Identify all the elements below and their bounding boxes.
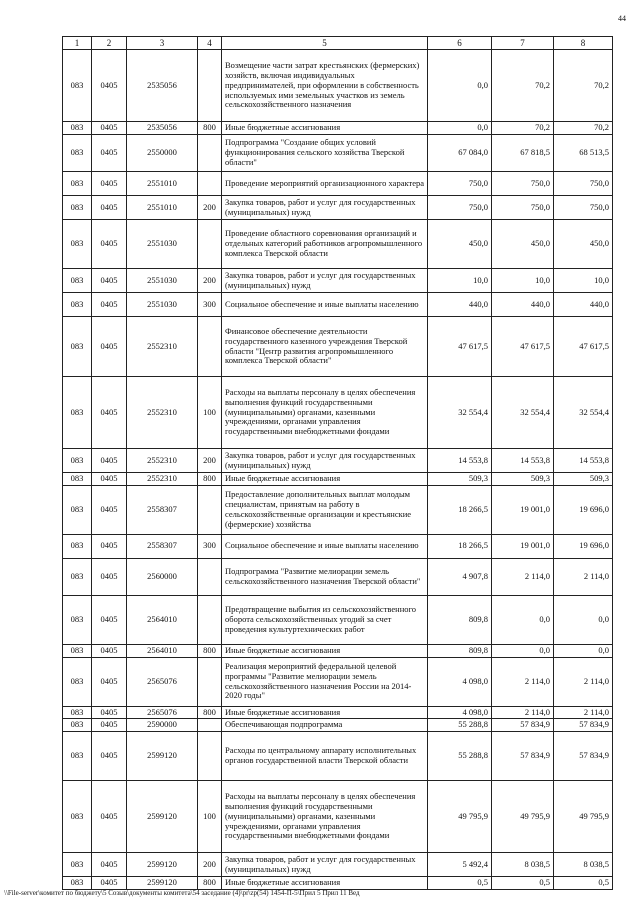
amount-year2-cell: 32 554,4 <box>492 377 554 449</box>
description-cell: Подпрограмма "Создание общих условий функционирования сельского хозяйства Тверской области" <box>222 135 428 172</box>
ministry-code-cell: 083 <box>63 595 92 644</box>
amount-year1-cell: 18 266,5 <box>428 485 492 534</box>
section-code-cell: 0405 <box>92 293 127 317</box>
target-article-cell: 2558307 <box>127 485 198 534</box>
target-article-cell: 2550000 <box>127 135 198 172</box>
table-header-row <box>63 37 613 50</box>
target-article-cell: 2551010 <box>127 172 198 196</box>
description-cell: Закупка товаров, работ и услуг для государственных (муниципальных) нужд <box>222 269 428 293</box>
table-row <box>63 317 613 377</box>
table-row <box>63 269 613 293</box>
description-cell: Иные бюджетные ассигнования <box>222 706 428 719</box>
amount-year2-cell: 14 553,8 <box>492 449 554 473</box>
target-article-cell: 2552310 <box>127 473 198 486</box>
amount-year3-cell: 750,0 <box>554 172 613 196</box>
table-row <box>63 172 613 196</box>
ministry-code-cell: 083 <box>63 449 92 473</box>
section-code-cell: 0405 <box>92 135 127 172</box>
amount-year3-cell: 47 617,5 <box>554 317 613 377</box>
section-code-cell: 0405 <box>92 657 127 706</box>
amount-year1-cell: 750,0 <box>428 196 492 220</box>
expense-type-cell <box>198 317 222 377</box>
target-article-cell: 2551030 <box>127 293 198 317</box>
target-article-cell: 2552310 <box>127 377 198 449</box>
section-code-cell: 0405 <box>92 172 127 196</box>
amount-year3-cell: 0,0 <box>554 644 613 657</box>
target-article-cell: 2564010 <box>127 644 198 657</box>
description-cell: Реализация мероприятий федеральной целевой программы "Развитие мелиорации земель сельскохозяйственного назначения России на 2014-2020 годы" <box>222 657 428 706</box>
ministry-code-cell: 083 <box>63 485 92 534</box>
amount-year3-cell: 2 114,0 <box>554 657 613 706</box>
description-cell: Расходы по центральному аппарату исполнительных органов государственной власти Тверской области <box>222 732 428 781</box>
description-cell: Предоставление дополнительных выплат молодым специалистам, принятым на работу в сельскохозяйственные организации и крестьянские (фермерские) хозяйства <box>222 485 428 534</box>
ministry-code-cell: 083 <box>63 172 92 196</box>
amount-year2-cell: 67 818,5 <box>492 135 554 172</box>
target-article-cell: 2558307 <box>127 534 198 558</box>
column-header: 1 <box>63 37 92 50</box>
description-cell: Расходы на выплаты персоналу в целях обеспечения выполнения функций государственными (муниципальными) органами, казенными учреждениями, органами управления государственными внебюджетными фондами <box>222 781 428 853</box>
expense-type-cell: 800 <box>198 473 222 486</box>
target-article-cell: 2565076 <box>127 657 198 706</box>
amount-year2-cell: 19 001,0 <box>492 534 554 558</box>
amount-year2-cell: 2 114,0 <box>492 706 554 719</box>
section-code-cell: 0405 <box>92 269 127 293</box>
expense-type-cell <box>198 657 222 706</box>
expense-type-cell: 800 <box>198 122 222 135</box>
target-article-cell: 2565076 <box>127 706 198 719</box>
ministry-code-cell: 083 <box>63 122 92 135</box>
section-code-cell: 0405 <box>92 50 127 122</box>
section-code-cell: 0405 <box>92 122 127 135</box>
ministry-code-cell: 083 <box>63 269 92 293</box>
section-code-cell: 0405 <box>92 196 127 220</box>
amount-year2-cell: 10,0 <box>492 269 554 293</box>
table-row <box>63 196 613 220</box>
ministry-code-cell: 083 <box>63 377 92 449</box>
expense-type-cell: 200 <box>198 269 222 293</box>
amount-year1-cell: 450,0 <box>428 220 492 269</box>
table-row <box>63 485 613 534</box>
column-header: 4 <box>198 37 222 50</box>
amount-year2-cell: 70,2 <box>492 50 554 122</box>
table-row <box>63 473 613 486</box>
table-row <box>63 377 613 449</box>
expense-type-cell <box>198 732 222 781</box>
section-code-cell: 0405 <box>92 485 127 534</box>
amount-year3-cell: 19 696,0 <box>554 485 613 534</box>
ministry-code-cell: 083 <box>63 135 92 172</box>
section-code-cell: 0405 <box>92 595 127 644</box>
table-row <box>63 706 613 719</box>
expense-type-cell: 100 <box>198 377 222 449</box>
amount-year3-cell: 32 554,4 <box>554 377 613 449</box>
table-row <box>63 558 613 595</box>
amount-year3-cell: 10,0 <box>554 269 613 293</box>
section-code-cell: 0405 <box>92 732 127 781</box>
ministry-code-cell: 083 <box>63 558 92 595</box>
column-header: 3 <box>127 37 198 50</box>
amount-year2-cell: 19 001,0 <box>492 485 554 534</box>
table-row <box>63 719 613 732</box>
amount-year2-cell: 2 114,0 <box>492 657 554 706</box>
amount-year1-cell: 18 266,5 <box>428 534 492 558</box>
description-cell: Социальное обеспечение и иные выплаты населению <box>222 534 428 558</box>
ministry-code-cell: 083 <box>63 853 92 877</box>
amount-year1-cell: 14 553,8 <box>428 449 492 473</box>
amount-year3-cell: 70,2 <box>554 50 613 122</box>
table-row <box>63 732 613 781</box>
amount-year3-cell: 49 795,9 <box>554 781 613 853</box>
ministry-code-cell: 083 <box>63 317 92 377</box>
amount-year3-cell: 19 696,0 <box>554 534 613 558</box>
ministry-code-cell: 083 <box>63 732 92 781</box>
expense-type-cell: 200 <box>198 449 222 473</box>
target-article-cell: 2560000 <box>127 558 198 595</box>
amount-year2-cell: 57 834,9 <box>492 732 554 781</box>
amount-year3-cell: 440,0 <box>554 293 613 317</box>
table-row <box>63 135 613 172</box>
ministry-code-cell: 083 <box>63 706 92 719</box>
description-cell: Иные бюджетные ассигнования <box>222 473 428 486</box>
description-cell: Проведение областного соревнования организаций и отдельных категорий работников агропромышленного комплекса Тверской области <box>222 220 428 269</box>
amount-year2-cell: 47 617,5 <box>492 317 554 377</box>
expense-type-cell <box>198 558 222 595</box>
amount-year2-cell: 8 038,5 <box>492 853 554 877</box>
ministry-code-cell: 083 <box>63 719 92 732</box>
section-code-cell: 0405 <box>92 473 127 486</box>
column-header: 6 <box>428 37 492 50</box>
expense-type-cell: 800 <box>198 706 222 719</box>
amount-year2-cell: 70,2 <box>492 122 554 135</box>
section-code-cell: 0405 <box>92 853 127 877</box>
table-row <box>63 122 613 135</box>
table-row <box>63 853 613 877</box>
amount-year1-cell: 0,5 <box>428 877 492 890</box>
column-header: 8 <box>554 37 613 50</box>
amount-year2-cell: 440,0 <box>492 293 554 317</box>
target-article-cell: 2599120 <box>127 732 198 781</box>
budget-table <box>62 36 613 890</box>
table-row <box>63 877 613 890</box>
description-cell: Иные бюджетные ассигнования <box>222 644 428 657</box>
table-row <box>63 781 613 853</box>
amount-year3-cell: 70,2 <box>554 122 613 135</box>
amount-year2-cell: 0,0 <box>492 595 554 644</box>
amount-year2-cell: 750,0 <box>492 196 554 220</box>
section-code-cell: 0405 <box>92 719 127 732</box>
ministry-code-cell: 083 <box>63 644 92 657</box>
description-cell: Закупка товаров, работ и услуг для государственных (муниципальных) нужд <box>222 196 428 220</box>
amount-year1-cell: 32 554,4 <box>428 377 492 449</box>
amount-year3-cell: 750,0 <box>554 196 613 220</box>
expense-type-cell <box>198 172 222 196</box>
table-row <box>63 293 613 317</box>
expense-type-cell: 300 <box>198 293 222 317</box>
amount-year3-cell: 68 513,5 <box>554 135 613 172</box>
target-article-cell: 2599120 <box>127 853 198 877</box>
amount-year3-cell: 450,0 <box>554 220 613 269</box>
ministry-code-cell: 083 <box>63 781 92 853</box>
ministry-code-cell: 083 <box>63 657 92 706</box>
amount-year1-cell: 5 492,4 <box>428 853 492 877</box>
amount-year3-cell: 2 114,0 <box>554 558 613 595</box>
amount-year2-cell: 57 834,9 <box>492 719 554 732</box>
amount-year2-cell: 49 795,9 <box>492 781 554 853</box>
amount-year3-cell: 8 038,5 <box>554 853 613 877</box>
amount-year1-cell: 809,8 <box>428 644 492 657</box>
description-cell: Закупка товаров, работ и услуг для государственных (муниципальных) нужд <box>222 853 428 877</box>
target-article-cell: 2551030 <box>127 269 198 293</box>
description-cell: Проведение мероприятий организационного характера <box>222 172 428 196</box>
amount-year1-cell: 4 098,0 <box>428 657 492 706</box>
target-article-cell: 2552310 <box>127 449 198 473</box>
description-cell: Иные бюджетные ассигнования <box>222 877 428 890</box>
amount-year3-cell: 14 553,8 <box>554 449 613 473</box>
ministry-code-cell: 083 <box>63 50 92 122</box>
amount-year1-cell: 0,0 <box>428 122 492 135</box>
ministry-code-cell: 083 <box>63 196 92 220</box>
expense-type-cell: 800 <box>198 644 222 657</box>
expense-type-cell: 200 <box>198 853 222 877</box>
section-code-cell: 0405 <box>92 706 127 719</box>
amount-year1-cell: 440,0 <box>428 293 492 317</box>
target-article-cell: 2551030 <box>127 220 198 269</box>
description-cell: Предотвращение выбытия из сельскохозяйственного оборота сельскохозяйственных угодий за счет проведения культуртехнических работ <box>222 595 428 644</box>
section-code-cell: 0405 <box>92 449 127 473</box>
amount-year1-cell: 55 288,8 <box>428 719 492 732</box>
section-code-cell: 0405 <box>92 317 127 377</box>
column-header: 5 <box>222 37 428 50</box>
target-article-cell: 2590000 <box>127 719 198 732</box>
amount-year2-cell: 450,0 <box>492 220 554 269</box>
amount-year1-cell: 509,3 <box>428 473 492 486</box>
expense-type-cell <box>198 50 222 122</box>
amount-year1-cell: 809,8 <box>428 595 492 644</box>
column-header: 2 <box>92 37 127 50</box>
amount-year1-cell: 55 288,8 <box>428 732 492 781</box>
table-row <box>63 595 613 644</box>
table-row <box>63 644 613 657</box>
amount-year3-cell: 57 834,9 <box>554 732 613 781</box>
amount-year3-cell: 0,5 <box>554 877 613 890</box>
section-code-cell: 0405 <box>92 644 127 657</box>
expense-type-cell <box>198 485 222 534</box>
expense-type-cell <box>198 595 222 644</box>
section-code-cell: 0405 <box>92 781 127 853</box>
expense-type-cell <box>198 135 222 172</box>
description-cell: Закупка товаров, работ и услуг для государственных (муниципальных) нужд <box>222 449 428 473</box>
table-row <box>63 220 613 269</box>
page-number: 44 <box>618 14 626 23</box>
ministry-code-cell: 083 <box>63 293 92 317</box>
table-row <box>63 449 613 473</box>
amount-year1-cell: 49 795,9 <box>428 781 492 853</box>
amount-year2-cell: 750,0 <box>492 172 554 196</box>
amount-year1-cell: 4 907,8 <box>428 558 492 595</box>
description-cell: Иные бюджетные ассигнования <box>222 122 428 135</box>
table-row <box>63 50 613 122</box>
amount-year3-cell: 509,3 <box>554 473 613 486</box>
amount-year2-cell: 0,5 <box>492 877 554 890</box>
description-cell: Финансовое обеспечение деятельности государственного казенного учреждения Тверской области "Центр развития агропромышленного комплекса Тверской области" <box>222 317 428 377</box>
amount-year1-cell: 47 617,5 <box>428 317 492 377</box>
amount-year2-cell: 0,0 <box>492 644 554 657</box>
expense-type-cell: 200 <box>198 196 222 220</box>
description-cell: Социальное обеспечение и иные выплаты населению <box>222 293 428 317</box>
amount-year3-cell: 0,0 <box>554 595 613 644</box>
table-row <box>63 657 613 706</box>
expense-type-cell <box>198 719 222 732</box>
section-code-cell: 0405 <box>92 220 127 269</box>
amount-year3-cell: 57 834,9 <box>554 719 613 732</box>
ministry-code-cell: 083 <box>63 220 92 269</box>
description-cell: Возмещение части затрат крестьянских (фермерских) хозяйств, включая индивидуальных предпринимателей, при оформлении в собственность используемых ими земельных участков из земель сельскохозяйственного назначения <box>222 50 428 122</box>
column-header: 7 <box>492 37 554 50</box>
section-code-cell: 0405 <box>92 377 127 449</box>
ministry-code-cell: 083 <box>63 473 92 486</box>
target-article-cell: 2535056 <box>127 122 198 135</box>
section-code-cell: 0405 <box>92 877 127 890</box>
target-article-cell: 2564010 <box>127 595 198 644</box>
target-article-cell: 2535056 <box>127 50 198 122</box>
target-article-cell: 2599120 <box>127 877 198 890</box>
table-row <box>63 534 613 558</box>
ministry-code-cell: 083 <box>63 877 92 890</box>
amount-year1-cell: 0,0 <box>428 50 492 122</box>
amount-year1-cell: 10,0 <box>428 269 492 293</box>
amount-year1-cell: 4 098,0 <box>428 706 492 719</box>
amount-year1-cell: 750,0 <box>428 172 492 196</box>
section-code-cell: 0405 <box>92 534 127 558</box>
target-article-cell: 2599120 <box>127 781 198 853</box>
description-cell: Подпрограмма "Развитие мелиорации земель сельскохозяйственного назначения Тверской области" <box>222 558 428 595</box>
amount-year1-cell: 67 084,0 <box>428 135 492 172</box>
expense-type-cell: 100 <box>198 781 222 853</box>
section-code-cell: 0405 <box>92 558 127 595</box>
amount-year2-cell: 2 114,0 <box>492 558 554 595</box>
expense-type-cell: 300 <box>198 534 222 558</box>
ministry-code-cell: 083 <box>63 534 92 558</box>
file-path-footer: \\File-server\комитет по бюджету\5 Созыв\документы комитета\54 заседание (4)\pr\zp(54) 1454-П-5\Прил 5 Прил 11 Вед <box>4 889 360 897</box>
target-article-cell: 2552310 <box>127 317 198 377</box>
expense-type-cell <box>198 220 222 269</box>
description-cell: Обеспечивающая подпрограмма <box>222 719 428 732</box>
expense-type-cell: 800 <box>198 877 222 890</box>
amount-year2-cell: 509,3 <box>492 473 554 486</box>
amount-year3-cell: 2 114,0 <box>554 706 613 719</box>
target-article-cell: 2551010 <box>127 196 198 220</box>
description-cell: Расходы на выплаты персоналу в целях обеспечения выполнения функций государственными (муниципальными) органами, казенными учреждениями, органами управления государственными внебюджетными фондами <box>222 377 428 449</box>
